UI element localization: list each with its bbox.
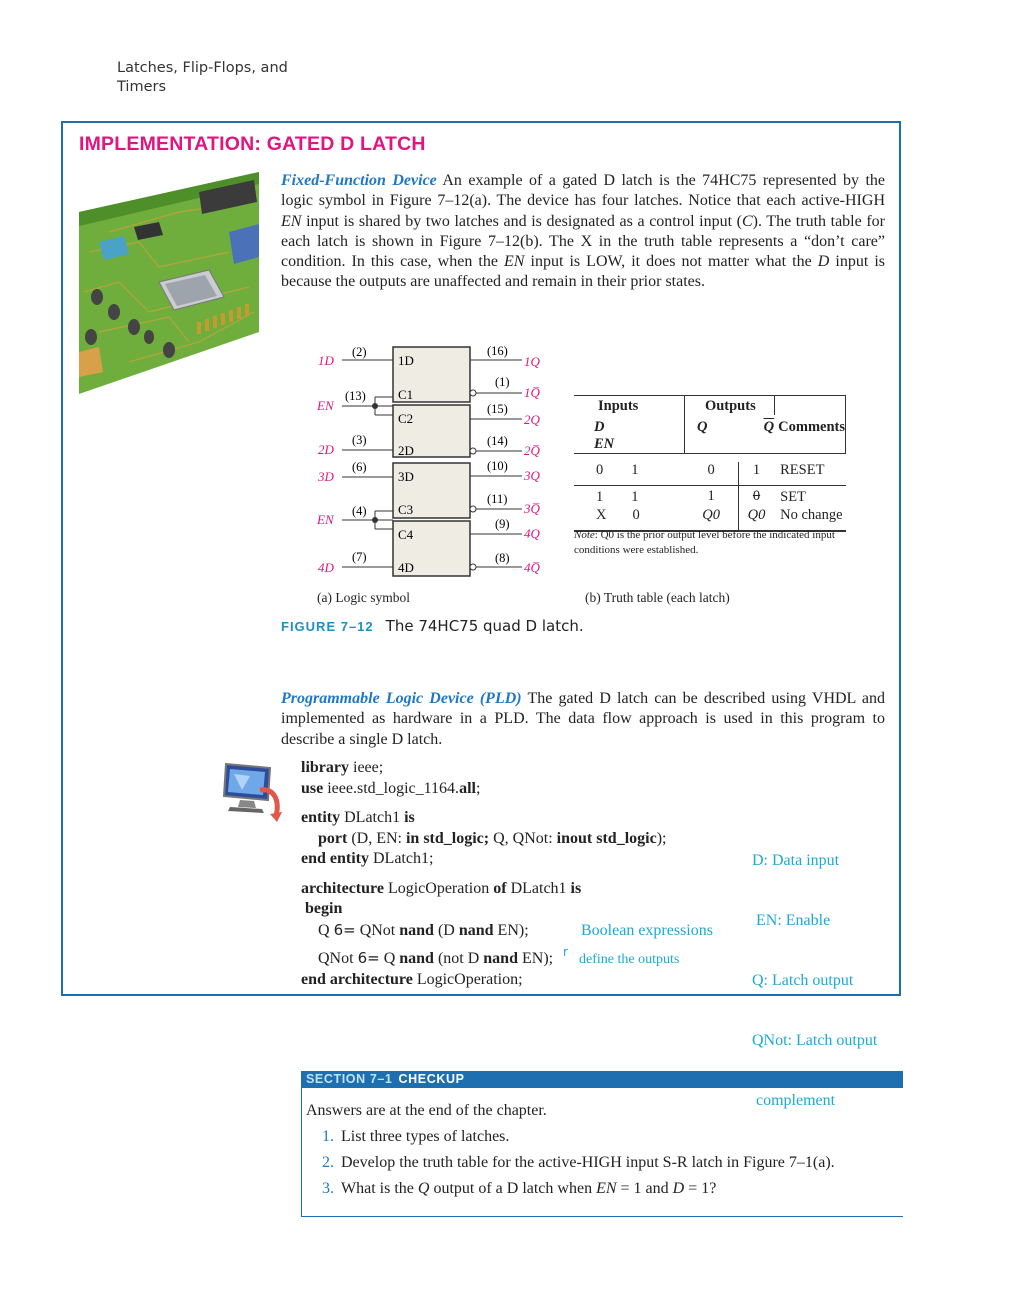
input-label: EN [317,512,334,527]
col-comments: Comments [774,415,845,454]
code-text: ieee.std_logic_1164. [323,779,460,797]
keyword: architecture [301,879,384,897]
checkup-header [302,1071,903,1088]
cell-qbar: 1 [738,462,774,486]
code-text: LogicOperation [383,879,494,897]
port-note: Q: Latch output [752,972,854,989]
fixed-function-lead: Fixed-Function Device [281,172,437,189]
cell-q: 1 [707,488,715,504]
pld-lead: Programmable Logic Device (PLD) [281,690,522,707]
code-text: Q [318,921,334,939]
keyword: of [493,879,507,897]
pin-number: (10) [487,459,508,473]
question-text: List three types of latches. [341,1128,510,1145]
text-run: input is because the outputs are unaffected and remain in their prior states. [281,253,885,291]
output-label: 3Q̅ [524,501,540,516]
keyword: is [404,809,415,826]
figure-number: FIGURE 7–12 [281,619,374,634]
pin-number: (2) [352,345,367,359]
note-label: Note [574,529,595,541]
question-text: output of a D latch when [429,1180,597,1197]
truth-table-note [574,528,846,558]
text-run: ). The truth table for each latch is shown in Figure 7–12(b). The X in the truth table represents a “don’t care” condition. In this case, when the [281,212,886,271]
question-number: 3. [322,1180,334,1197]
box-label: C2 [398,411,414,426]
keyword: nand [399,950,434,967]
pin-number: (1) [495,375,510,389]
keyword: nand [483,950,518,967]
box-label: C3 [398,502,414,517]
logic-symbol-caption: (a) Logic symbol [317,590,410,605]
keyword: nand [458,921,494,939]
col-qbar: $\overline{Q}$ [763,418,775,435]
code-text: Q, QNot: [489,829,557,847]
input-label: 2D [318,442,334,457]
pin-number: (9) [495,517,510,531]
en-symbol: EN [503,253,525,271]
question-text: = 1 and [616,1180,673,1197]
output-label: 1Q̅ [524,385,540,400]
pin-number: (13) [345,389,366,403]
code-text: DLatch1 [340,809,405,826]
keyword: is [570,879,582,897]
pin-number: (4) [352,504,367,518]
figure-title: The 74HC75 quad D latch. [385,617,584,635]
cell-d: 1 [596,488,604,505]
c-symbol: C [741,212,753,230]
cell-comment: RESET [780,462,825,478]
output-label: 1Q [524,354,540,369]
code-text: (not D [433,950,484,967]
pin-number: (15) [487,402,508,416]
input-label: 3D [318,469,334,484]
text-run: input is shared by two latches and is designated as a control input ( [301,212,742,230]
col-d: D [594,419,605,435]
d-symbol: D [817,253,830,271]
checkup-title: CHECKUP [398,1072,465,1086]
code-text: QNot [318,950,358,967]
box-label: 1D [398,353,414,368]
code-text: EN); [517,950,554,967]
code-text: QNot [355,921,400,939]
code-line [301,970,741,991]
text-run: An example of a gated D latch is the 74HC75 represented by the logic symbol in Figure 7–12(a). The device has four latches. Notice that each active-HIGH [281,172,886,210]
code-line [301,829,741,850]
box-label: C4 [398,527,414,542]
port-note: complement [752,1092,836,1109]
pld-text: The gated D latch can be described using VHDL and implemented as hardware in a PLD. The data flow approach is used in this program to describe a single D latch. [281,690,885,748]
truth-table-caption: (b) Truth table (each latch) [585,590,730,605]
box-label: C1 [398,387,414,402]
cell-q: 0 [707,462,715,478]
cell-d: X [596,506,607,523]
outputs-header: Outputs [684,396,774,416]
port-note: QNot: Latch output [752,1032,878,1049]
en-symbol: EN [596,1180,617,1197]
cell-en: 0 [632,506,640,523]
fixed-function-paragraph [281,171,885,293]
checkup-content [306,1098,896,1202]
code-line [301,808,741,829]
checkup-question [306,1176,896,1202]
inputs-header: Inputs [598,398,639,414]
d-symbol: D [672,1180,685,1197]
cell-d: 0 [596,462,604,478]
logic-symbol-diagram [300,335,560,585]
input-label: EN [317,398,334,413]
question-text: = 1? [684,1180,717,1197]
cell-q: Q0 [702,507,721,523]
question-number: 1. [322,1128,334,1145]
code-text: ); [656,829,667,847]
table-row [574,506,846,530]
cell-qbar: Q0 [738,506,774,530]
code-text: LogicOperation; [412,970,523,988]
code-line [301,758,741,779]
output-label: 4Q̅ [524,560,540,575]
assign-symbol: 6= [333,920,356,939]
code-line [301,849,741,870]
box-label: 3D [398,469,414,484]
question-number: 2. [322,1154,334,1171]
circuit-board-image [79,172,259,394]
text-run: input is LOW, it does not matter what the [524,253,818,271]
vhdl-computer-icon [220,760,284,822]
question-text: What is the [341,1180,418,1197]
code-line [301,899,741,920]
col-en: EN [594,436,615,452]
table-row [574,462,846,486]
keyword: port [318,829,348,847]
section-title: IMPLEMENTATION: GATED D LATCH [79,133,426,155]
annotation-bracket: r [563,945,568,959]
question-text: Develop the truth table for the active-HIGH input S-R latch in Figure 7–1(a). [341,1154,835,1171]
code-text: DLatch1; [369,850,434,867]
code-text: ieee; [349,759,384,776]
code-text: DLatch1 [506,879,571,897]
keyword: entity [301,809,341,826]
input-label: 4D [318,560,334,575]
output-label: 4Q [524,526,540,541]
checkup-intro: Answers are at the end of the chapter. [306,1102,547,1119]
pin-number: (16) [487,344,508,358]
truth-table [574,395,846,558]
note-text: : Q0 is the prior output level before the indicated input conditions were established. [574,529,835,556]
cell-comment: No change [780,506,843,523]
en-symbol: EN [281,212,302,230]
output-label: 3Q [524,468,540,483]
pld-paragraph [281,689,885,750]
cell-qbar: 0 [738,486,774,507]
keyword: library [301,759,349,776]
checkup-label: SECTION 7–1 [306,1072,393,1086]
output-label: 2Q [524,412,540,427]
keyword: end architecture [301,970,413,988]
pin-number: (3) [352,433,367,447]
keyword: in std_logic; [405,829,490,847]
port-note: D: Data input [752,852,840,869]
code-text: (D [433,921,459,939]
cell-en: 1 [631,488,639,505]
assign-symbol: 6= [357,949,380,967]
boolean-annotation: Boolean expressions [581,922,713,939]
pin-number: (11) [487,492,508,506]
table-row [574,486,846,507]
cell-en: 1 [631,462,639,478]
code-text: (D, EN: [347,829,406,847]
figure-caption [281,617,584,635]
code-text: ; [475,779,481,797]
box-label: 4D [398,560,414,575]
keyword: nand [399,921,434,939]
keyword: all [459,779,476,797]
checkup-question [306,1124,896,1150]
cell-comment: SET [780,488,806,505]
running-head: Latches, Flip-Flops, and Timers [117,60,288,95]
col-q: Q [684,415,738,454]
code-line [301,879,741,900]
define-annotation: define the outputs [579,952,680,967]
keyword: use [301,779,324,797]
code-line [301,779,741,800]
code-text: Q [379,950,400,967]
pin-number: (7) [352,550,367,564]
keyword: inout std_logic [556,829,657,847]
input-label: 1D [318,353,334,368]
output-label: 2Q̅ [524,443,540,458]
q-symbol: Q [417,1180,430,1197]
port-note: EN: Enable [752,912,831,929]
pin-number: (8) [495,551,510,565]
checkup-question [306,1150,896,1176]
keyword: begin [305,900,343,917]
pin-number: (6) [352,460,367,474]
code-text: EN); [493,921,529,939]
box-label: 2D [398,443,414,458]
keyword: end entity [301,850,369,867]
pin-number: (14) [487,434,508,448]
